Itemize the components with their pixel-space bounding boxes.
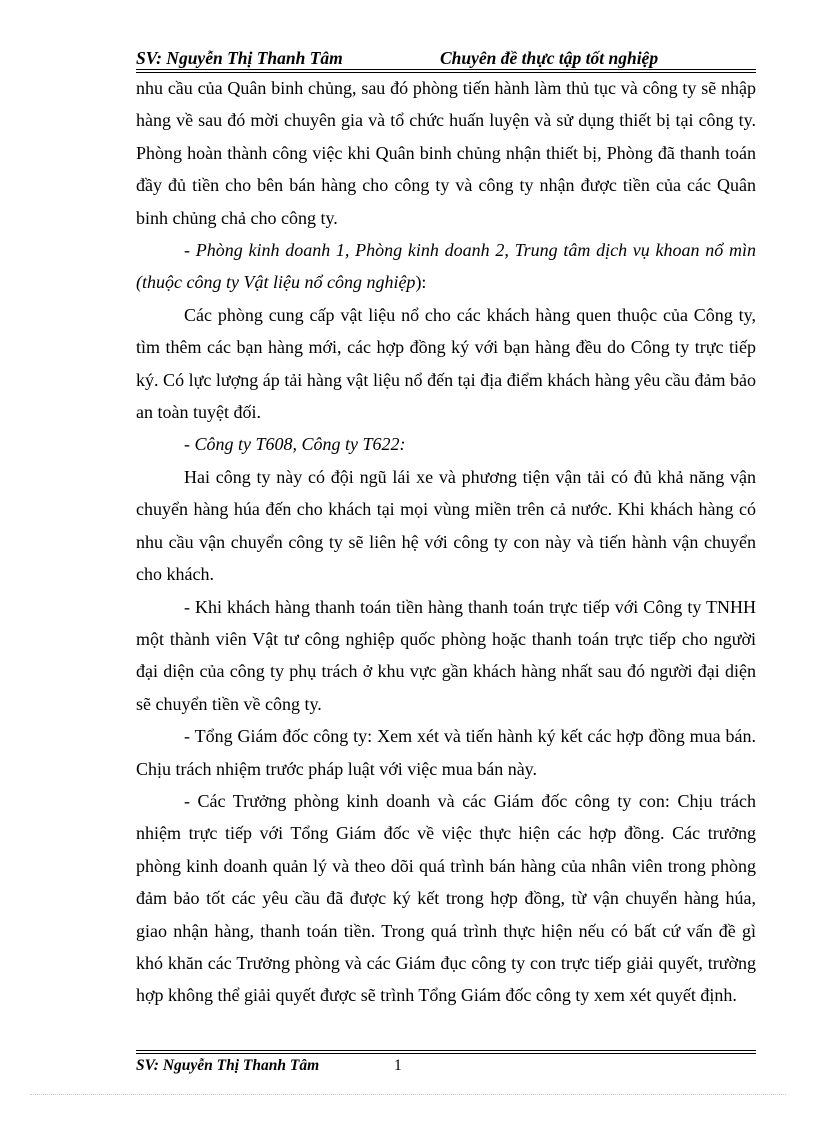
header-title: Chuyên đề thực tập tốt nghiệp bbox=[440, 48, 659, 68]
paragraph-8: - Các Trưởng phòng kinh doanh và các Giám đốc công ty con: Chịu trách nhiệm trực tiếp với Tổng Giám đốc về việc thực hiện các hợp đồng. Các trưởng phòng kinh doanh quản lý và theo dõi quá trình bán hàng của nhân viên trong phòng đảm bảo tốt các yêu cầu đã được ký kết trong hợp đồng, từ vận chuyển hàng húa, giao nhận hàng, thanh toán tiền. Trong quá trình thực hiện nếu có bất cứ vấn đề gì khó khăn các Trưởng phòng và các Giám đục công ty con trực tiếp giải quyết, trường hợp không thể giải quyết được sẽ trình Tổng Giám đốc công ty xem xét quyết định. bbox=[136, 790, 756, 1006]
page-bottom-edge bbox=[30, 1094, 786, 1095]
header-author: SV: Nguyễn Thị Thanh Tâm bbox=[136, 48, 343, 68]
paragraph-4-italic: Công ty T608, Công ty T622: bbox=[194, 434, 406, 455]
page-number: 1 bbox=[394, 1057, 402, 1074]
paragraph-4-lead: - bbox=[184, 434, 195, 455]
paragraph-3: Các phòng cung cấp vật liệu nổ cho các khách hàng quen thuộc của Công ty, tìm thêm các bạn hàng mới, các hợp đồng ký với bạn hàng đều do Công ty trực tiếp ký. Có lực lượng áp tải hàng vật liệu nổ đến tại địa điểm khách hàng yêu cầu đảm bảo an toàn tuyệt đối. bbox=[136, 304, 756, 423]
paragraph-2-lead: - bbox=[184, 240, 196, 261]
footer-rule-thick bbox=[136, 1053, 756, 1054]
page-footer bbox=[136, 1050, 756, 1080]
paragraph-6: - Khi khách hàng thanh toán tiền hàng thanh toán trực tiếp với Công ty TNHH một thành viên Vật tư công nghiệp quốc phòng hoặc thanh toán trực tiếp cho người đại diện của công ty phụ trách ở khu vực gần khách hàng nhất sau đó người đại diện sẽ chuyển tiền về công ty. bbox=[136, 596, 756, 714]
document-body bbox=[136, 72, 756, 1012]
footer-author: SV: Nguyễn Thị Thanh Tâm bbox=[136, 1057, 320, 1074]
page-header bbox=[136, 46, 756, 74]
paragraph-4 bbox=[136, 428, 756, 460]
header-rule-thick bbox=[136, 69, 756, 70]
paragraph-5: Hai công ty này có đội ngũ lái xe và phương tiện vận tải có đủ khả năng vận chuyển hàng húa đến cho khách tại mọi vùng miền trên cả nước. Khi khách hàng có nhu cầu vận chuyển công ty sẽ liên hệ với công ty con này và tiến hành vận chuyển cho khách. bbox=[136, 466, 756, 585]
paragraph-2-italic: Phòng kinh doanh 1, Phòng kinh doanh 2, Trung tâm dịch vụ khoan nổ mìn (thuộc công ty Vật liệu nổ công nghiệp bbox=[136, 240, 756, 293]
paragraph-7: - Tổng Giám đốc công ty: Xem xét và tiến hành ký kết các hợp đồng mua bán. Chịu trách nhiệm trước pháp luật với việc mua bán này. bbox=[136, 726, 756, 779]
footer-rule-thin bbox=[136, 1050, 756, 1051]
paragraph-1: nhu cầu của Quân binh chủng, sau đó phòng tiến hành làm thủ tục và công ty sẽ nhập hàng về sau đó mời chuyên gia và tổ chức huấn luyện và sử dụng thiết bị tại công ty. Phòng hoàn thành công việc khi Quân binh chủng nhận thiết bị, Phòng đã thanh toán đầy đủ tiền cho bên bán hàng cho công ty và công ty nhận được tiền của các Quân binh chủng chả cho công ty. bbox=[136, 78, 756, 228]
paragraph-2 bbox=[136, 234, 756, 299]
paragraph-2-tail: ): bbox=[415, 272, 427, 293]
